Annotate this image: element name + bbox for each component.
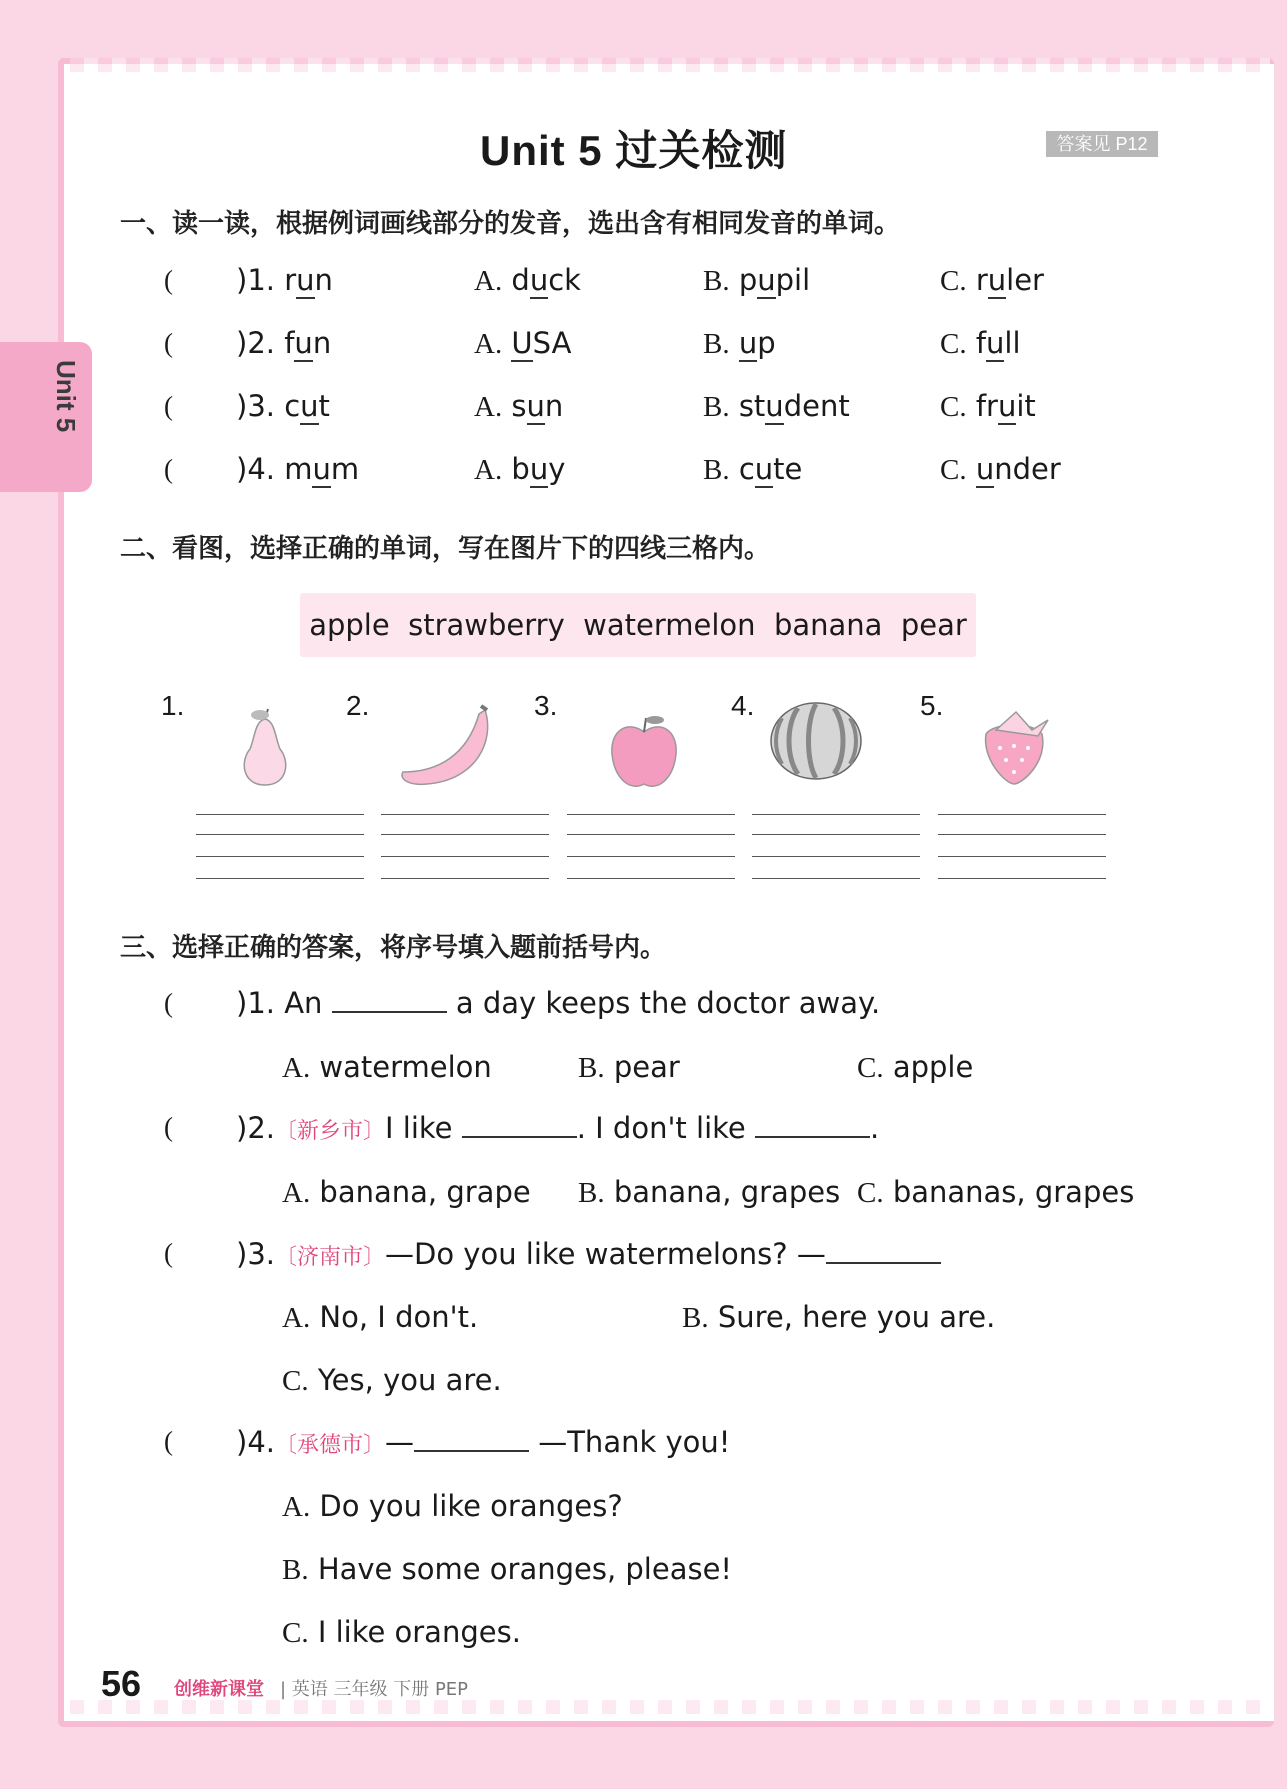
four-line-grid[interactable]: [567, 814, 735, 880]
question-number: )2.: [236, 1111, 275, 1145]
word-bank-item: pear: [900, 608, 967, 642]
option-c[interactable]: C. bananas, grapes: [857, 1175, 1135, 1209]
question-1: [236, 986, 880, 1020]
option-c[interactable]: C. Yes, you are.: [282, 1363, 502, 1397]
question-text: —: [385, 1425, 414, 1459]
word-part: ck: [548, 263, 581, 297]
underlined-letter: u: [738, 326, 758, 360]
footer-brand: 创维新课堂: [174, 1679, 264, 1700]
picture-number: 5.: [920, 690, 944, 721]
option-c[interactable]: [940, 263, 1044, 298]
option-letter: C.: [940, 265, 967, 297]
question-text: —Thank you!: [538, 1425, 731, 1459]
word-part: m: [330, 452, 360, 486]
question-4: [236, 1425, 730, 1459]
question-3: [236, 1237, 941, 1271]
word-part: n: [314, 263, 333, 297]
question-number: )1.: [236, 986, 275, 1020]
four-line-grid[interactable]: [938, 814, 1106, 880]
option-letter: B.: [703, 454, 730, 486]
section2-heading: 二、看图，选择正确的单词，写在图片下的四线三格内。: [120, 534, 771, 564]
question-number: )3.: [236, 1237, 275, 1271]
underlined-letter: U: [511, 326, 533, 360]
word-bank: [300, 593, 976, 657]
underlined-letter: u: [312, 452, 331, 486]
word-part: dent: [783, 389, 850, 423]
option-letter: C.: [940, 454, 967, 486]
fill-blank[interactable]: [414, 1426, 529, 1452]
page-number: 56: [101, 1663, 142, 1704]
page-title: Unit 5 过关检测: [480, 127, 788, 174]
word-part: ler: [1006, 263, 1044, 297]
word-bank-item: watermelon: [583, 608, 756, 642]
underlined-letter: u: [997, 389, 1017, 423]
question-text: .: [869, 1111, 880, 1145]
word-part: ll: [1004, 326, 1021, 360]
word-part: r: [284, 263, 297, 297]
question-text: An: [284, 986, 323, 1020]
word-bank-item: strawberry: [408, 608, 565, 642]
option-letter: B.: [703, 265, 730, 297]
option-letter: A.: [474, 454, 503, 486]
answer-paren[interactable]: (: [164, 328, 173, 358]
word-part: t: [318, 389, 330, 423]
option-letter: B.: [703, 328, 730, 360]
underlined-letter: u: [987, 263, 1007, 297]
word-part: p: [738, 263, 758, 297]
option-letter: C.: [940, 328, 967, 360]
example-word: [236, 326, 331, 360]
option-c[interactable]: [940, 452, 1061, 487]
word-part: n: [544, 389, 564, 423]
option-letter: C.: [940, 391, 967, 423]
word-part: m: [284, 452, 313, 486]
question-number: )2.: [236, 326, 275, 360]
top-wave-border: [70, 58, 1270, 72]
underlined-letter: u: [765, 389, 784, 423]
pear-icon: [230, 705, 300, 790]
option-a[interactable]: [474, 452, 565, 487]
option-b[interactable]: B. pear: [578, 1050, 680, 1084]
strawberry-icon: [976, 700, 1062, 788]
underlined-letter: u: [296, 263, 315, 297]
question-text: —Do you like watermelons? —: [385, 1237, 826, 1271]
option-a[interactable]: A. banana, grape: [282, 1175, 531, 1209]
option-b[interactable]: [703, 263, 810, 298]
word-part: it: [1016, 389, 1036, 423]
word-part: te: [773, 452, 803, 486]
question-text: I like: [385, 1111, 453, 1145]
word-part: c: [284, 389, 301, 423]
option-c[interactable]: C. apple: [857, 1050, 974, 1084]
section1-heading: 一、读一读，根据例词画线部分的发音，选出含有相同发音的单词。: [120, 209, 901, 239]
picture-number: 2.: [346, 690, 370, 721]
word-part: f: [284, 326, 295, 360]
fill-blank[interactable]: [332, 987, 447, 1013]
underlined-letter: u: [754, 452, 774, 486]
side-unit-tab: [0, 342, 92, 492]
underlined-letter: u: [529, 263, 549, 297]
watermelon-icon: [768, 700, 864, 782]
section3-heading: 三、选择正确的答案，将序号填入题前括号内。: [120, 933, 667, 963]
underlined-letter: u: [986, 326, 1005, 360]
option-a[interactable]: [474, 263, 581, 298]
page-sheet: [58, 58, 1274, 1727]
question-number: )3.: [236, 389, 275, 423]
answer-paren[interactable]: (: [164, 988, 173, 1018]
fill-blank[interactable]: [755, 1112, 870, 1138]
answer-paren[interactable]: (: [164, 265, 173, 295]
answer-paren[interactable]: (: [164, 391, 173, 421]
word-part: SA: [532, 326, 572, 360]
underlined-letter: u: [975, 452, 995, 486]
question-number: )1.: [236, 263, 275, 297]
option-c[interactable]: [940, 326, 1021, 361]
word-part: r: [975, 263, 988, 297]
side-tab-label: Unit 5: [51, 360, 81, 433]
picture-number: 3.: [534, 690, 558, 721]
bottom-wave-border: [70, 1700, 1270, 1714]
option-b[interactable]: [703, 389, 850, 424]
word-part: d: [511, 263, 530, 297]
word-part: fr: [975, 389, 998, 423]
option-b[interactable]: B. banana, grapes: [578, 1175, 841, 1209]
example-word: [236, 452, 359, 486]
option-b[interactable]: B. Sure, here you are.: [682, 1300, 996, 1334]
question-number: )4.: [236, 1425, 275, 1459]
answer-paren[interactable]: (: [164, 454, 173, 484]
option-letter: A.: [474, 265, 503, 297]
picture-number: 1.: [161, 690, 185, 721]
option-letter: B.: [703, 391, 730, 423]
answer-reference-badge: 答案见 P12: [1046, 131, 1158, 157]
word-part: pil: [775, 263, 811, 297]
question-2: [236, 1111, 879, 1145]
option-a[interactable]: [474, 389, 563, 424]
answer-paren[interactable]: (: [164, 1426, 173, 1456]
underlined-letter: u: [300, 389, 319, 423]
word-part: st: [738, 389, 766, 423]
word-part: f: [975, 326, 987, 360]
four-line-grid[interactable]: [752, 814, 920, 880]
question-text: a day keeps the doctor away.: [455, 986, 881, 1020]
word-part: c: [738, 452, 755, 486]
word-part: y: [548, 452, 566, 486]
option-letter: A.: [474, 391, 503, 423]
option-a[interactable]: A. watermelon: [282, 1050, 492, 1084]
answer-paren[interactable]: (: [164, 1238, 173, 1268]
underlined-letter: u: [526, 389, 545, 423]
option-b[interactable]: B. Have some oranges, please!: [282, 1552, 733, 1586]
banana-icon: [397, 700, 497, 790]
word-bank-item: apple: [309, 608, 390, 642]
footer-info: | 英语 三年级 下册 PEP: [280, 1679, 469, 1700]
option-c[interactable]: [940, 389, 1036, 424]
city-tag: 〔新乡市〕: [274, 1119, 385, 1144]
question-text: . I don't like: [576, 1111, 746, 1145]
option-c[interactable]: C. I like oranges.: [282, 1615, 521, 1649]
option-b[interactable]: [703, 452, 802, 487]
question-number: )4.: [236, 452, 275, 486]
city-tag: 〔承德市〕: [274, 1433, 385, 1458]
four-line-grid[interactable]: [381, 814, 549, 880]
word-bank-item: banana: [773, 608, 883, 642]
fill-blank[interactable]: [462, 1112, 577, 1138]
underlined-letter: u: [757, 263, 776, 297]
underlined-letter: u: [529, 452, 549, 486]
option-a[interactable]: [474, 326, 571, 361]
option-a[interactable]: A. Do you like oranges?: [282, 1489, 623, 1523]
option-letter: A.: [474, 328, 503, 360]
answer-paren[interactable]: (: [164, 1112, 173, 1142]
word-part: p: [757, 326, 776, 360]
underlined-letter: u: [294, 326, 313, 360]
city-tag: 〔济南市〕: [274, 1245, 385, 1270]
option-b[interactable]: [703, 326, 776, 361]
word-part: nder: [994, 452, 1061, 486]
word-part: b: [511, 452, 530, 486]
word-part: n: [312, 326, 332, 360]
word-part: s: [511, 389, 527, 423]
example-word: [236, 389, 330, 423]
fill-blank[interactable]: [826, 1238, 941, 1264]
option-a[interactable]: A. No, I don't.: [282, 1300, 479, 1334]
picture-number: 4.: [731, 690, 755, 721]
four-line-grid[interactable]: [196, 814, 364, 880]
example-word: [236, 263, 333, 297]
apple-icon: [608, 712, 680, 792]
